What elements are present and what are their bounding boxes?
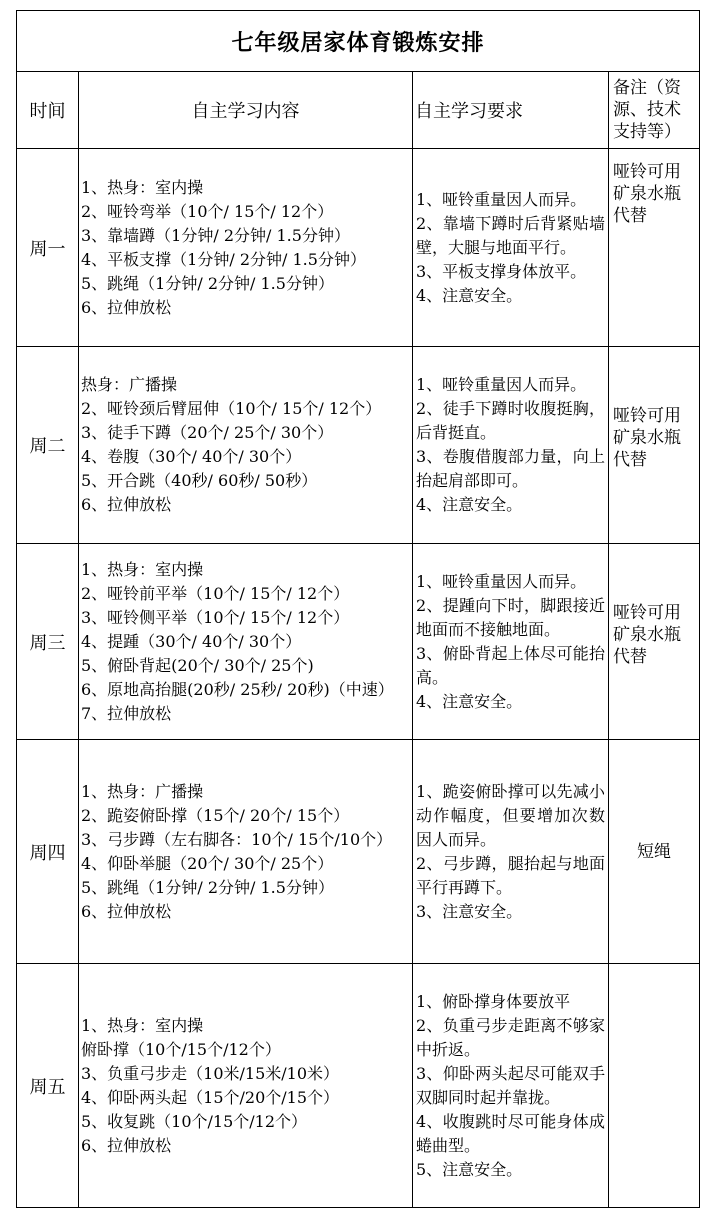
content-line: 4、提踵（30个/ 40个/ 30个） [81,631,302,651]
requirement-line: 4、注意安全。 [416,495,523,514]
requirement-line: 1、跪姿俯卧撑可以先减小动作幅度，但要增加次数因人而异。 [416,781,605,849]
content-line: 5、收复跳（10个/15个/12个） [81,1111,308,1131]
day-cell: 周四 [17,740,79,964]
requirement-line: 3、俯卧背起上体尽可能抬高。 [416,643,605,687]
content-line: 2、哑铃前平举（10个/ 15个/ 12个） [81,583,350,603]
table-title: 七年级居家体育锻炼安排 [17,11,700,72]
schedule-table [16,10,700,1208]
note-cell: 哑铃可用矿泉水瓶代替 [609,544,700,740]
table-row [17,740,700,964]
requirement-line: 3、卷腹借腹部力量，向上抬起肩部即可。 [416,447,605,490]
day-cell: 周三 [17,544,79,740]
content-line: 2、跪姿俯卧撑（15个/ 20个/ 15个） [81,805,350,825]
content-cell [79,544,413,740]
requirement-line: 5、注意安全。 [416,1159,523,1179]
content-line: 6、拉伸放松 [81,495,172,514]
content-line: 3、徒手下蹲（20个/ 25个/ 30个） [81,423,334,442]
table-row [17,544,700,740]
header-time: 时间 [17,72,79,149]
content-line: 5、俯卧背起(20个/ 30个/ 25个) [81,655,314,675]
content-line: 1、热身：室内操 [81,559,204,579]
content-cell [79,149,413,347]
header-requirement: 自主学习要求 [413,72,609,149]
title-row [17,11,700,72]
content-line: 7、拉伸放松 [81,703,172,723]
requirement-line: 3、注意安全。 [416,901,523,921]
content-line: 1、热身：广播操 [81,781,204,801]
content-cell [79,740,413,964]
day-cell: 周一 [17,149,79,347]
content-line: 5、跳绳（1分钟/ 2分钟/ 1.5分钟） [81,273,334,293]
table-row [17,149,700,347]
note-cell: 哑铃可用矿泉水瓶代替 [609,149,700,347]
requirement-line: 2、负重弓步走距离不够家中折返。 [416,1015,605,1059]
content-line: 6、原地高抬腿(20秒/ 25秒/ 20秒)（中速） [81,679,394,699]
requirement-cell [413,347,609,544]
requirement-line: 4、注意安全。 [416,285,523,305]
note-cell [609,964,700,1208]
content-line: 6、拉伸放松 [81,901,172,921]
table-row [17,964,700,1208]
requirement-line: 2、弓步蹲，腿抬起与地面平行再蹲下。 [416,853,605,897]
header-row [17,72,700,149]
table-row [17,347,700,544]
content-line: 3、弓步蹲（左右脚各：10个/ 15个/10个） [81,829,393,849]
content-line: 4、卷腹（30个/ 40个/ 30个） [81,447,302,466]
header-note: 备注（资源、技术支持等） [609,72,700,149]
content-cell [79,347,413,544]
requirement-line: 1、哑铃重量因人而异。 [416,375,587,394]
content-line: 6、拉伸放松 [81,1135,172,1155]
content-line: 俯卧撑（10个/15个/12个） [81,1039,281,1059]
note-cell: 哑铃可用矿泉水瓶代替 [609,347,700,544]
content-line: 5、跳绳（1分钟/ 2分钟/ 1.5分钟） [81,877,334,897]
requirement-line: 2、靠墙下蹲时后背紧贴墙壁，大腿与地面平行。 [416,213,605,257]
schedule-sheet [16,10,700,1208]
content-line: 2、哑铃颈后臂屈伸（10个/ 15个/ 12个） [81,399,382,418]
content-line: 3、哑铃侧平举（10个/ 15个/ 12个） [81,607,350,627]
requirement-line: 4、收腹跳时尽可能身体成蜷曲型。 [416,1111,605,1155]
requirement-line: 4、注意安全。 [416,691,523,711]
requirement-line: 3、仰卧两头起尽可能双手双脚同时起并靠拢。 [416,1063,605,1107]
requirement-cell [413,964,609,1208]
note-cell: 短绳 [609,740,700,964]
requirement-cell [413,544,609,740]
content-line: 3、负重弓步走（10米/15米/10米） [81,1063,340,1083]
content-line: 2、哑铃弯举（10个/ 15个/ 12个） [81,201,334,221]
content-cell [79,964,413,1208]
requirement-line: 2、徒手下蹲时收腹挺胸，后背挺直。 [416,399,605,442]
requirement-cell [413,740,609,964]
requirement-cell [413,149,609,347]
header-content: 自主学习内容 [79,72,413,149]
requirement-line: 2、提踵向下时，脚跟接近地面而不接触地面。 [416,595,605,639]
requirement-line: 1、俯卧撑身体要放平 [416,991,571,1011]
content-line: 热身：广播操 [81,375,178,394]
content-line: 6、拉伸放松 [81,297,172,317]
requirement-line: 1、哑铃重量因人而异。 [416,571,587,591]
requirement-line: 1、哑铃重量因人而异。 [416,189,587,209]
content-line: 3、靠墙蹲（1分钟/ 2分钟/ 1.5分钟） [81,225,350,245]
content-line: 5、开合跳（40秒/ 60秒/ 50秒） [81,471,318,490]
content-line: 4、平板支撑（1分钟/ 2分钟/ 1.5分钟） [81,249,366,269]
day-cell: 周二 [17,347,79,544]
content-line: 1、热身：室内操 [81,1015,204,1035]
content-line: 1、热身：室内操 [81,177,204,197]
day-cell: 周五 [17,964,79,1208]
content-line: 4、仰卧举腿（20个/ 30个/ 25个） [81,853,334,873]
content-line: 4、仰卧两头起（15个/20个/15个） [81,1087,340,1107]
requirement-line: 3、平板支撑身体放平。 [416,261,587,281]
